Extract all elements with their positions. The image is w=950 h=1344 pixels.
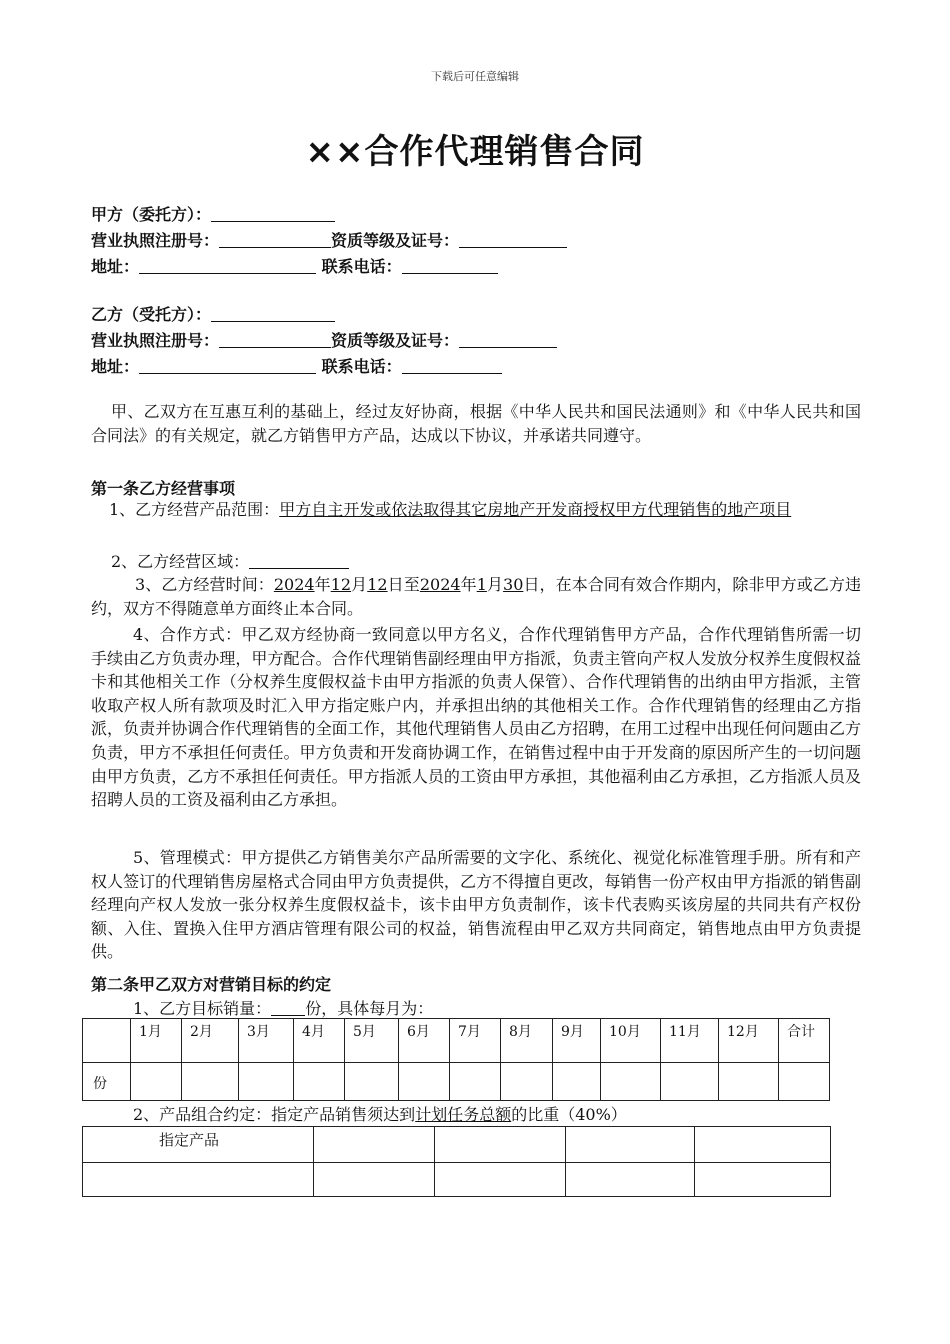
value-cell[interactable] bbox=[399, 1063, 450, 1101]
product-cell[interactable] bbox=[314, 1163, 435, 1197]
party-b-address-label: 地址： bbox=[91, 357, 140, 376]
item3-end-month: 1 bbox=[476, 575, 487, 594]
party-b-line bbox=[91, 302, 335, 325]
month-label: 12月 bbox=[727, 1024, 759, 1040]
product-cell[interactable] bbox=[695, 1127, 831, 1163]
total-value-cell[interactable] bbox=[779, 1063, 830, 1101]
item3-end-year: 2024 bbox=[419, 575, 461, 594]
value-cell[interactable] bbox=[719, 1063, 779, 1101]
party-b-license-blank[interactable] bbox=[219, 331, 331, 348]
party-a-qualification-label: 资质等级及证号： bbox=[331, 231, 460, 250]
party-a-qualification-blank[interactable] bbox=[459, 231, 567, 248]
party-a-blank[interactable] bbox=[211, 205, 335, 222]
value-cell[interactable] bbox=[661, 1063, 719, 1101]
unit-cell bbox=[83, 1063, 131, 1101]
month-header-cell bbox=[239, 1019, 294, 1063]
article1-item5: 5、管理模式：甲方提供乙方销售美尔产品所需要的文字化、系统化、视觉化标准管理手册。所有和产权人签订的代理销售房屋格式合同由甲方负责提供，乙方不得擅自更改，每销售一份产权由甲方指派的销售副经理向产权人发放一张分权养生度假权益卡，该卡由甲方负责制作，该卡代表购买该房屋的共同共有产权份额、入住、置换入住甲方酒店管理有限公司的权益，销售流程由甲乙双方共同商定，销售地点由甲方负责提供。 bbox=[91, 848, 861, 962]
article1-item2-prefix: 2、乙方经营区域： bbox=[111, 552, 250, 571]
item3-end-day: 30 bbox=[503, 575, 524, 594]
value-cell[interactable] bbox=[239, 1063, 294, 1101]
article2-item2 bbox=[133, 1102, 627, 1125]
target-volume-blank[interactable] bbox=[271, 999, 305, 1016]
article2-item2-prefix: 2、产品组合约定：指定产品销售须达到 bbox=[133, 1105, 416, 1124]
article2-item1-suffix: 份，具体每月为： bbox=[305, 999, 434, 1018]
article1-item2-blank[interactable] bbox=[249, 552, 349, 569]
party-a-line bbox=[91, 202, 335, 225]
party-b-qualification-blank[interactable] bbox=[459, 331, 557, 348]
item3-year-char-2: 年 bbox=[460, 575, 477, 594]
party-b-address-line bbox=[91, 354, 502, 377]
party-a-address-label: 地址： bbox=[91, 257, 140, 276]
product-table bbox=[82, 1126, 831, 1197]
value-cell[interactable] bbox=[345, 1063, 399, 1101]
article1-heading: 第一条乙方经营事项 bbox=[91, 479, 236, 498]
header-note: 下载后可任意编辑 bbox=[431, 70, 519, 83]
month-header-cell bbox=[182, 1019, 239, 1063]
month-label: 6月 bbox=[407, 1024, 430, 1040]
month-header-cell bbox=[450, 1019, 501, 1063]
total-label: 合计 bbox=[787, 1024, 815, 1040]
month-header-cell bbox=[294, 1019, 345, 1063]
value-cell[interactable] bbox=[553, 1063, 601, 1101]
article1-item1 bbox=[91, 498, 861, 522]
month-header-cell bbox=[719, 1019, 779, 1063]
month-label: 5月 bbox=[353, 1024, 376, 1040]
item3-month-char: 月 bbox=[351, 575, 368, 594]
product-cell[interactable] bbox=[83, 1163, 314, 1197]
product-cell[interactable] bbox=[435, 1127, 566, 1163]
month-label: 10月 bbox=[609, 1024, 641, 1040]
month-label: 3月 bbox=[247, 1024, 270, 1040]
article2-item2-suffix: 的比重（40%） bbox=[511, 1105, 627, 1124]
article2-item1 bbox=[133, 996, 433, 1019]
article2-item1-prefix: 1、乙方目标销量： bbox=[133, 999, 272, 1018]
value-cell[interactable] bbox=[450, 1063, 501, 1101]
party-b-phone-blank[interactable] bbox=[402, 357, 502, 374]
party-b-phone-label: 联系电话： bbox=[321, 357, 402, 376]
article1-item2 bbox=[111, 549, 349, 572]
party-a-label: 甲方（委托方）： bbox=[91, 205, 212, 224]
value-cell[interactable] bbox=[131, 1063, 182, 1101]
article1-item1-scope: 甲方自主开发或依法取得其它房地产开发商授权甲方代理销售的地产项目 bbox=[279, 500, 792, 519]
product-cell[interactable] bbox=[566, 1127, 695, 1163]
item3-to-char: 日至 bbox=[387, 575, 420, 594]
item3-start-month: 12 bbox=[330, 575, 352, 594]
month-header-cell bbox=[501, 1019, 553, 1063]
product-cell[interactable] bbox=[435, 1163, 566, 1197]
party-b-license-line bbox=[91, 328, 557, 351]
article1-item4: 4、合作方式：甲乙双方经协商一致同意以甲方名义，合作代理销售甲方产品，合作代理销售所需一切手续由乙方负责办理，甲方配合。合作代理销售副经理由甲方指派，负责主管向产权人发放分权养生度假权益卡和其他相关工作（分权养生度假权益卡由甲方指派的负责人保管）、合作代理销售的出纳由甲方指派，主管收取产权人所有款项及时汇入甲方指定账户内，并承担出纳的其他相关工作。合作代理销售的经理由乙方指派，负责并协调合作代理销售的全面工作，其他代理销售人员由乙方招聘，在用工过程中出现任何问题由乙方负责，甲方不承担任何责任。甲方负责和开发商协调工作，在销售过程中由于开发商的原因所产生的一切问题由甲方负责，乙方不承担任何责任。甲方指派人员的工资由甲方承担，其他福利由乙方承担，乙方指派人员及招聘人员的工资及福利由乙方承担。 bbox=[91, 625, 861, 810]
item3-prefix: 3、乙方经营时间： bbox=[135, 575, 274, 594]
value-cell[interactable] bbox=[601, 1063, 661, 1101]
product-cell[interactable] bbox=[695, 1163, 831, 1197]
article1-item3 bbox=[91, 573, 861, 620]
party-a-license-label: 营业执照注册号： bbox=[91, 231, 220, 250]
month-label: 11月 bbox=[669, 1024, 701, 1040]
product-header-cell bbox=[83, 1127, 314, 1163]
month-label: 9月 bbox=[561, 1024, 584, 1040]
item3-year-char: 年 bbox=[314, 575, 331, 594]
month-header-cell bbox=[601, 1019, 661, 1063]
party-a-license-line bbox=[91, 228, 567, 251]
value-cell[interactable] bbox=[182, 1063, 239, 1101]
party-b-address-blank[interactable] bbox=[139, 357, 316, 374]
item3-month-char-2: 月 bbox=[486, 575, 504, 594]
month-header-cell bbox=[553, 1019, 601, 1063]
monthly-value-row bbox=[83, 1063, 830, 1101]
product-row bbox=[83, 1163, 831, 1197]
value-cell[interactable] bbox=[294, 1063, 345, 1101]
total-header-cell bbox=[779, 1019, 830, 1063]
party-a-phone-blank[interactable] bbox=[402, 257, 498, 274]
article1-item1-prefix: 1、乙方经营产品范围： bbox=[109, 500, 280, 519]
month-label: 4月 bbox=[302, 1024, 325, 1040]
party-b-qualification-label: 资质等级及证号： bbox=[331, 331, 460, 350]
month-header-cell bbox=[345, 1019, 399, 1063]
monthly-header-row bbox=[83, 1019, 830, 1063]
party-a-address-blank[interactable] bbox=[139, 257, 316, 274]
party-a-address-line bbox=[91, 254, 498, 277]
article2-heading: 第二条甲乙双方对营销目标的约定 bbox=[91, 975, 332, 994]
month-header-cell bbox=[661, 1019, 719, 1063]
item3-start-year: 2024 bbox=[273, 575, 315, 594]
month-label: 7月 bbox=[458, 1024, 481, 1040]
item3-start-day: 12 bbox=[367, 575, 388, 594]
product-cell[interactable] bbox=[314, 1127, 435, 1163]
party-b-license-label: 营业执照注册号： bbox=[91, 331, 220, 350]
value-cell[interactable] bbox=[501, 1063, 553, 1101]
month-header-cell bbox=[399, 1019, 450, 1063]
party-b-label: 乙方（受托方）： bbox=[91, 305, 212, 324]
page-title: ××合作代理销售合同 bbox=[305, 132, 645, 172]
party-a-phone-label: 联系电话： bbox=[321, 257, 402, 276]
party-b-blank[interactable] bbox=[211, 305, 335, 322]
month-label: 8月 bbox=[509, 1024, 532, 1040]
intro-paragraph: 甲、乙双方在互惠互利的基础上，经过友好协商，根据《中华人民共和国民法通则》和《中华人民共和国合同法》的有关规定，就乙方销售甲方产品，达成以下协议，并承诺共同遵守。 bbox=[91, 402, 861, 445]
month-header-cell bbox=[131, 1019, 182, 1063]
month-label: 2月 bbox=[190, 1024, 213, 1040]
item3-suffix: 日，在本合同有效合作期内，除非甲方或乙方违约，双方不得随意单方面终止本合同。 bbox=[91, 575, 861, 618]
product-header-row bbox=[83, 1127, 831, 1163]
month-label: 1月 bbox=[139, 1024, 162, 1040]
product-cell[interactable] bbox=[566, 1163, 695, 1197]
unit-label: 份 bbox=[93, 1075, 107, 1092]
party-a-license-blank[interactable] bbox=[219, 231, 331, 248]
monthly-target-table bbox=[82, 1018, 830, 1101]
corner-cell bbox=[83, 1019, 131, 1063]
product-header-label: 指定产品 bbox=[159, 1131, 220, 1149]
article2-item2-link: 计划任务总额 bbox=[415, 1105, 512, 1124]
